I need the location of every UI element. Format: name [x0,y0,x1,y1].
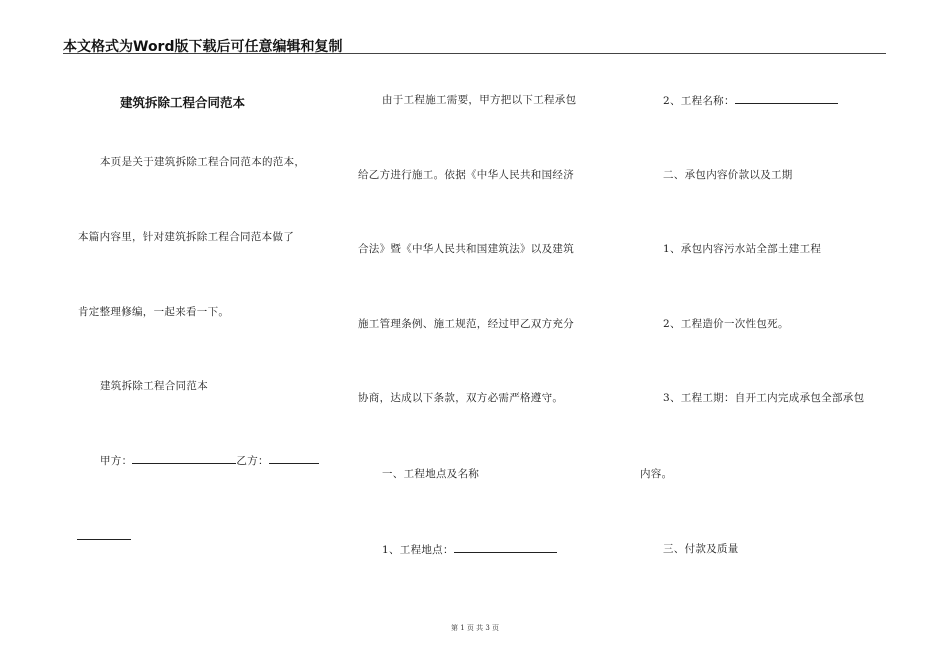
document-header: 本文格式为Word版下载后可任意编辑和复制 [63,39,343,55]
project-location-label: 1、工程地点： [382,544,454,556]
preamble-line-4: 施工管理条例、施工规范，经过甲乙双方充分 [358,318,574,330]
scope-item-1: 1、承包内容污水站全部土建工程 [663,243,822,255]
intro-line-2: 本篇内容里，针对建筑拆除工程合同范本做了 [78,231,294,243]
contract-subtitle: 建筑拆除工程合同范本 [100,380,208,392]
section-2-heading: 二、承包内容价款以及工期 [663,169,793,181]
project-location-blank [454,542,557,553]
intro-line-3: 肯定整理修编，一起来看一下。 [78,306,230,318]
preamble-line-1: 由于工程施工需要，甲方把以下工程承包 [382,94,577,106]
scope-item-3-continued: 内容。 [640,468,673,480]
party-a-blank [132,453,236,464]
preamble-line-3: 合法》暨《中华人民共和国建筑法》以及建筑 [358,243,574,255]
preamble-line-5: 协商，达成以下条款，双方必需严格遵守。 [358,392,564,404]
page-number-footer: 第 1 页 共 3 页 [450,624,500,632]
header-divider [63,53,886,54]
section-3-heading: 三、付款及质量 [663,543,739,555]
section-1-heading: 一、工程地点及名称 [382,468,480,480]
scope-item-2: 2、工程造价一次性包死。 [663,318,789,330]
party-b-label: 乙方： [236,455,269,467]
project-name-label: 2、工程名称： [663,95,735,107]
scope-item-3: 3、工程工期：自开工内完成承包全部承包 [663,392,865,404]
intro-line-1: 本页是关于建筑拆除工程合同范本的范本， [100,156,306,168]
party-line [100,453,319,468]
document-title: 建筑拆除工程合同范本 [120,95,246,110]
party-b-blank [269,453,319,464]
preamble-line-2: 给乙方进行施工。依据《中华人民共和国经济 [358,169,574,181]
project-name-line [663,93,838,108]
project-location-line [382,542,557,557]
party-b-blank-continued [77,539,131,540]
party-a-label: 甲方： [100,455,133,467]
project-name-blank [735,93,838,104]
